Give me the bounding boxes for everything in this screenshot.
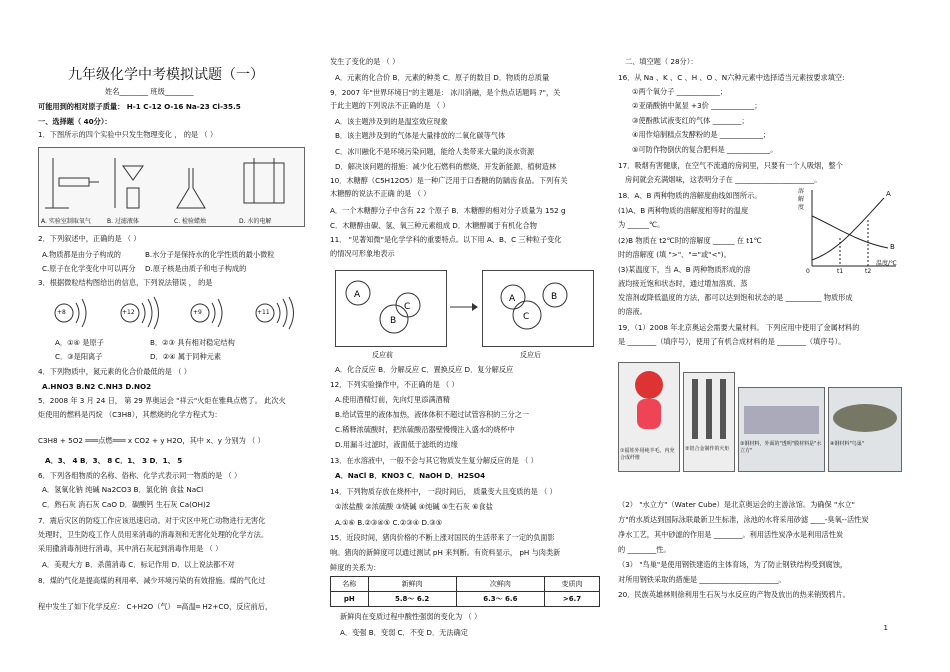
before-particles <box>336 271 446 346</box>
atom-4-nucleus: +11 <box>257 309 270 316</box>
table-header-cell: 新鲜肉 <box>368 577 456 592</box>
svg-text:A: A <box>354 290 361 300</box>
svg-text:A: A <box>509 294 516 304</box>
q3-option-d: D．②④ 属于同种元素 <box>150 352 222 361</box>
q6-row-1: A．氢氧化钠 纯碱 Na2CO3 B．氯化钠 食盐 NaCl <box>42 485 204 494</box>
chart-tick-t1: t1 <box>837 268 844 275</box>
svg-text:B: B <box>551 292 558 302</box>
question-19-line-1: 19．（1）2008 年北京奥运会需要大量材料。 下列应用中使用了金属材料的 <box>618 323 860 332</box>
question-9-line-2: 于此主题的下列说法不正确的是 （ ） <box>330 101 450 110</box>
q19-part-3-line-2: 对所用钢铁采取的措施是 ______________________。 <box>618 575 786 584</box>
birds-nest-photo <box>828 387 902 472</box>
torch-icon <box>684 373 734 443</box>
q19-part-2-line-3: 净水工艺，其中砂滤的作用是 ________。利用活性炭净水是利用活性炭 <box>618 530 844 539</box>
mid-line-1: 发生了变化的是 （ ） <box>330 57 400 66</box>
question-7-line-3: 采用撒消毒剂进行消毒，其中消石灰起到消毒作用是 （ ） <box>38 544 223 553</box>
atom-3-nucleus: +9 <box>193 309 202 316</box>
q2-option-d: D.原子核是由质子和电子构成的 <box>145 264 247 273</box>
solubility-chart <box>798 186 898 278</box>
q16-blank-2: ②亚硝酸钠中氮显 +3价 ____________； <box>632 101 762 110</box>
chart-tick-t2: t2 <box>865 268 872 275</box>
q2-option-c: C.原子在化学变化中可以再分 <box>42 264 136 273</box>
question-11-line-1: 11． "见著知微"是化学学科的重要特点。以下用 A、B、C 三种粒子变化 <box>330 235 562 244</box>
q16-blank-5: ⑤可防作物倒伏的复合肥料是 ____________。 <box>632 145 778 154</box>
q18-part-1: (1)A、B 两种物质的溶解度相等时的温度 <box>618 206 749 215</box>
water-cube-icon <box>739 388 824 438</box>
fuwa-mascot-icon <box>619 363 679 443</box>
q16-blank-1: ①两个氧分子 ____________； <box>632 87 727 96</box>
atom-arcs <box>50 295 310 330</box>
question-12: 12．下列实验操作中，不正确的是 （ ） <box>330 380 459 389</box>
q18-part-3-line-2: 液均接近饱和状态时，通过增加溶质、蒸 <box>618 279 748 288</box>
birds-nest-icon <box>829 388 901 438</box>
q14-options: A.①⑥ B.②③④⑤ C.②③④ D.③⑤ <box>335 518 443 527</box>
q2-option-a: A.物质都是由分子构成的 <box>42 250 121 259</box>
table-cell: pH <box>331 592 369 607</box>
curve-a-label: A <box>886 190 891 198</box>
before-reaction-label: 反应前 <box>372 351 393 359</box>
q3-option-b: B．②③ 具有相对稳定结构 <box>150 338 235 347</box>
q18-part-3-line-1: (3)某温度下，当 A、B 两种物质形成的溶 <box>618 265 751 274</box>
q11-options: A．化合反应 B．分解反应 C．置换反应 D．复分解反应 <box>335 365 514 374</box>
apparatus-drawing <box>39 148 304 226</box>
question-17-line-1: 17．吸烟有害健康，在空气不流通的房间里，只要有一个人吸烟，整个 <box>618 161 843 170</box>
chart-ylabel: 溶解度 <box>798 188 805 211</box>
question-16: 16．从 Na 、K 、C 、H 、O 、N六种元素中选择适当元素按要求填空: <box>618 73 845 82</box>
q1-caption-d: D. 水的电解 <box>239 218 272 225</box>
q1-apparatus-figure <box>38 147 305 227</box>
chart-origin: 0 <box>806 268 810 275</box>
q9-option-c: C．冰川融化不是环境污染问题，能给人类带来大量的淡水资源 <box>335 147 535 156</box>
photo-caption-4: ④钢材料"鸟巢" <box>830 441 865 447</box>
table-row <box>331 592 600 607</box>
svg-text:C: C <box>404 302 411 312</box>
q1-caption-a: A. 实验室制取氧气 <box>41 218 91 225</box>
atom-2-nucleus: +12 <box>122 309 135 316</box>
question-13: 13．在水溶液中，一般不会与其它物质发生复分解反应的是 （ ） <box>330 456 538 465</box>
q13-options: A．NaCl B．KNO3 C．NaOH D．H2SO4 <box>335 471 486 480</box>
q7-options: A．美观大方 B．杀菌消毒 C．标记作用 D．以上说法都不对 <box>42 560 235 569</box>
svg-text:C: C <box>523 312 530 322</box>
reaction-arrow-icon <box>450 300 478 314</box>
question-9-line-1: 9．2007 年"世界环境日"的主题是： 冰川消融，是个热点话题吗 ?"，关 <box>330 88 561 97</box>
q1-caption-b: B. 过滤液体 <box>107 218 139 225</box>
atomic-mass-line: 可能用到的相对原子质量： H-1 C-12 O-16 Na-23 Cl-35.5 <box>38 102 241 111</box>
after-reaction-label: 反应后 <box>520 351 541 359</box>
question-4: 4．下列物质中，氮元素的化合价最低的是 （ ） <box>38 367 191 376</box>
table-header-cell: 名称 <box>331 577 369 592</box>
q19-part-2-line-1: （2） "水立方"（Water Cube）是北京奥运会的主游泳馆。为确保 "水立" <box>618 500 855 509</box>
q12-option-b: B.给试管里的液体加热，液体体积不超过试管容积的三分之一 <box>335 410 530 419</box>
question-8-line-1: 8．煤的气化是提高煤的利用率、减少环境污染的有效措施。煤的气化过 <box>38 576 266 585</box>
question-15-line-3: 鲜度的关系为： <box>330 563 381 572</box>
q1-caption-c: C. 检验蜡烛 <box>174 218 207 225</box>
question-6: 6．下列各组物质的名称、俗称、化学式表示同一物质的是 （ ） <box>38 471 242 480</box>
q18-part-2: (2)B 物质在 t2℃时的溶解度 ______ 在 t1℃ <box>618 236 762 245</box>
q18-part-1-blank: 为 ______℃。 <box>618 220 665 229</box>
q15-question: 新鲜肉在变质过程中酸性强弱的变化为 （ ） <box>340 612 482 621</box>
q12-option-c: C.稀释浓硫酸时，把浓硫酸沿器壁慢慢注入盛水的烧杯中 <box>335 425 515 434</box>
after-reaction-box <box>482 270 594 347</box>
question-15-line-1: 15．近段时间，猪肉价格的不断上涨对国民的生活带来了一定的负面影 <box>330 533 555 542</box>
before-reaction-box <box>335 270 447 347</box>
fuwa-photo <box>618 362 680 472</box>
q2-option-b: B.水分子是保持水的化学性质的最小微粒 <box>145 250 275 259</box>
q9-option-a: A．该主题涉及到的是温室效应现象 <box>335 117 448 126</box>
question-15-line-2: 响。猪肉的新鲜度可以通过测试 pH 来判断。有资料显示， pH 与肉类新 <box>330 548 561 557</box>
q16-blank-3: ③使酚酞试液变红的气体 ________； <box>632 116 749 125</box>
question-14: 14．下列物质存放在烧杯中， 一段时间后， 质量变大且变质的是 （ ） <box>330 487 557 496</box>
q15-options: A．变强 B．变弱 C．不变 D．无法确定 <box>340 628 468 637</box>
curve-b-label: B <box>890 243 895 251</box>
section-2-heading: 二、填空题（ 28分）： <box>625 57 698 66</box>
q3-atom-diagrams <box>50 295 310 330</box>
question-5-line-1: 5．2008 年 3 月 24 日， 第 29 界奥运会 "祥云"火炬在雅典点燃了。 此次火 <box>38 396 286 405</box>
photo-caption-1: ①福娃外用纯羊毛，内充合成纤维 <box>620 448 675 461</box>
q12-option-a: A.使用酒精灯前，先向灯里添满酒精 <box>335 395 450 404</box>
chart-xlabel: 温度/℃ <box>876 260 897 267</box>
q4-options: A.HNO3 B.N2 C.NH3 D.NO2 <box>42 382 152 391</box>
q9-option-d: D．解决该问题的措施：减少化石燃料的燃烧、开发新能源、植树造林 <box>335 162 557 171</box>
photo-caption-2: ②铝合金制作的火炬 <box>685 446 730 452</box>
atom-1-nucleus: +8 <box>57 309 66 316</box>
q14-items: ①浓盐酸 ②浓硫酸 ③烧碱 ④纯碱 ⑤生石灰 ⑥食盐 <box>335 502 493 511</box>
q6-row-2: C．熟石灰 消石灰 CaO D．碳酸钙 生石灰 Ca(OH)2 <box>42 500 211 509</box>
mid-line-2: A．元素的化合价 B．元素的种类 C．原子的数目 D．物质的总质量 <box>335 73 550 82</box>
q19-part-2-line-2: 方"的水质达到国际泳联最新卫生标准，泳池的水将采用砂滤 ____-臭氧--活性炭 <box>618 515 869 524</box>
table-row <box>331 577 600 592</box>
table-cell: >6.7 <box>544 592 599 607</box>
question-11-line-2: 的情况可形象地表示 <box>330 249 395 258</box>
question-18: 18．A、B 两种物质的溶解度曲线如图所示。 <box>618 191 762 200</box>
question-2: 2．下列叙述中，正确的是 （ ） <box>38 234 141 243</box>
water-cube-photo <box>738 387 825 472</box>
q18-part-3-line-4: 的溶液。 <box>618 307 647 316</box>
q12-option-d: D.用漏斗过滤时，液面低于滤纸的边缘 <box>335 440 458 449</box>
table-header-cell: 次鲜肉 <box>456 577 544 592</box>
photo-caption-3: ③钢材料，外面的"透明"膜材料是"水立方" <box>740 441 822 454</box>
table-header-cell: 变质肉 <box>544 577 599 592</box>
q19-part-2-line-4: 的 ________性。 <box>618 545 671 554</box>
table-cell: 6.3～ 6.6 <box>456 592 544 607</box>
section-1-heading: 一、选择题（ 40分）： <box>38 117 112 126</box>
q18-part-3-line-3: 发溶剂或降低温度的方法，都可以达到饱和状态的是 __________ 物质形成 <box>618 293 853 302</box>
q3-option-c: C．③是阳离子 <box>55 352 103 361</box>
q5-options: A．3、 4 B．3、 8 C．1、 3 D．1、 5 <box>45 456 183 465</box>
question-19-line-2: 是 ________（填序号），使用了有机合成材料的是 ________（填序号）。 <box>618 337 846 346</box>
svg-text:B: B <box>390 316 397 326</box>
question-8-line-2: 程中发生了如下化学反应： C+H2O（气） ═高温═ H2+CO，反应前后， <box>38 602 273 611</box>
q10-options-cd: C．木糖醇由碳、氢、氧三种元素组成 D．木糖醇属于有机化合物 <box>330 221 537 230</box>
question-10-line-1: 10．木糖醇（C5H12O5）是一种广泛用于口香糖的防龋齿食品。下列有关 <box>330 176 568 185</box>
q19-part-3-line-1: （3） "鸟巢"是使用钢铁建造的主体育场，为了防止钢铁结构受到腐蚀， <box>618 560 848 569</box>
q9-option-b: B．该主题涉及到的气体是大量排放的二氧化碳等气体 <box>335 131 506 140</box>
question-10-line-2: 木糖醇的说法不正确 的是 （ ） <box>330 189 431 198</box>
question-5-line-2: 炬使用的燃料是丙烷 （C3H8），其燃烧的化学方程式为： <box>38 410 222 419</box>
question-17-line-2: 房间就会充满烟味，这表明分子在 ______________________。 <box>625 175 822 184</box>
ph-table <box>330 576 600 607</box>
question-3: 3．根据微粒结构图给出的信息，下列说法错误 ， 的是 <box>38 278 213 287</box>
question-7-line-2: 处理时，卫生防疫工作人员用来消毒的消毒剂和无害化处理的化学方法。 <box>38 530 269 539</box>
torch-photo <box>683 372 735 472</box>
page-title: 九年级化学中考模拟试题（一） <box>68 67 264 83</box>
q3-option-a: A．①④ 是原子 <box>55 338 104 347</box>
name-class-line: 姓名________ 班级________ <box>105 87 194 96</box>
question-7-line-1: 7．震后灾区的防疫工作应该迅速启动。对于灾区中死亡动物进行无害化 <box>38 516 266 525</box>
q18-part-2-blank: 时的溶解度 (填 ">"、"="或"<")。 <box>618 250 731 259</box>
q5-equation: C3H8 + 5O2 ═══点燃═══ x CO2 + y H2O，其中 x、y 分别为 （ ） <box>38 436 265 445</box>
question-1: 1．下图所示的四个实验中只发生物理变化 ， 的是 （ ） <box>38 130 218 139</box>
q10-options-ab: A．一个木糖醇分子中含有 22 个原子 B．木糖醇的相对分子质量为 152 g <box>330 206 566 215</box>
after-particles <box>483 271 593 346</box>
q16-blank-4: ④用作焙制糕点发酵粉的是 ____________； <box>632 130 771 139</box>
table-cell: 5.8～ 6.2 <box>368 592 456 607</box>
question-20: 20．民族英雄林则徐利用生石灰与水反应的产物及放出的热来销毁鸦片。 <box>618 590 850 599</box>
page-number: 1 <box>883 624 888 632</box>
